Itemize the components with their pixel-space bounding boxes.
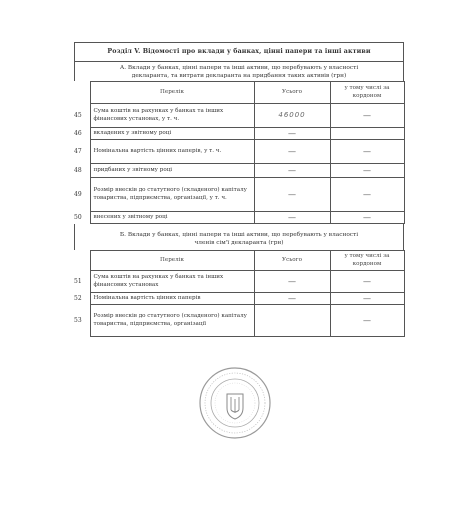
table-row xyxy=(74,178,404,212)
row-label: внесених у звітному році xyxy=(90,212,254,224)
row-label: Сума коштів на рахунках у банках та інших фінансових установах, у т. ч. xyxy=(90,104,254,128)
row-total: — xyxy=(254,128,330,140)
part-b-table xyxy=(74,250,405,337)
row-total: — xyxy=(254,140,330,164)
part-a-heading-line2: декларанта, та витрати декларанта на придбання таких активів (грн) xyxy=(131,73,347,79)
row-label: Розмір внесків до статутного (складеного) капіталу товариства, підприємства, організації xyxy=(90,305,254,337)
table-row xyxy=(74,271,404,293)
row-abroad: — xyxy=(330,271,404,293)
row-number: 49 xyxy=(74,178,90,212)
column-header-abroad: у тому числі за кордоном xyxy=(330,251,404,271)
row-total: — xyxy=(254,293,330,305)
part-a-heading xyxy=(74,61,404,81)
seal-icon xyxy=(198,366,272,440)
row-total: 46000 xyxy=(278,111,306,120)
table-row xyxy=(74,305,404,337)
part-a-table xyxy=(74,81,405,224)
row-number: 51 xyxy=(74,271,90,293)
row-label: Сума коштів на рахунках у банках та інших фінансових установах xyxy=(90,271,254,293)
row-number: 47 xyxy=(74,140,90,164)
section-title: Розділ V. Відомості про вклади у банках, цінні папери та інші активи xyxy=(74,42,404,61)
row-abroad: — xyxy=(330,293,404,305)
row-total: — xyxy=(254,178,330,212)
table-row xyxy=(74,104,404,128)
row-total: — xyxy=(254,271,330,293)
row-number: 48 xyxy=(74,164,90,178)
table-row xyxy=(74,128,404,140)
table-row xyxy=(74,293,404,305)
part-b-heading xyxy=(74,224,404,250)
row-abroad: — xyxy=(330,305,404,337)
row-abroad: — xyxy=(330,140,404,164)
column-header-total: Усього xyxy=(254,251,330,271)
row-number xyxy=(74,251,90,271)
row-label: Номінальна вартість цінних паперів, у т. ч. xyxy=(90,140,254,164)
row-number: 45 xyxy=(74,104,90,128)
row-label: Номінальна вартість цінних паперів xyxy=(90,293,254,305)
row-number: 46 xyxy=(74,128,90,140)
table-row xyxy=(74,140,404,164)
row-label: придбаних у звітному році xyxy=(90,164,254,178)
row-total: — xyxy=(254,164,330,178)
column-header-abroad: у тому числі за кордоном xyxy=(330,82,404,104)
part-a-heading-line1: А. Вклади у банках, цінні папери та інші активи, що перебувають у власності xyxy=(119,65,359,71)
table-row xyxy=(74,164,404,178)
row-number: 50 xyxy=(74,212,90,224)
part-b-header-row xyxy=(74,251,404,271)
row-label: Розмір внесків до статутного (складеного) капіталу товариства, підприємства, організації, у т. ч. xyxy=(90,178,254,212)
row-abroad: — xyxy=(330,178,404,212)
row-total: — xyxy=(254,212,330,224)
row-number: 53 xyxy=(74,305,90,337)
part-b-heading-line2: членів сім'ї декларанта (грн) xyxy=(194,240,284,246)
part-a-header-row xyxy=(74,82,404,104)
row-number xyxy=(74,82,90,104)
row-label: вкладених у звітному році xyxy=(90,128,254,140)
column-header-total: Усього xyxy=(254,82,330,104)
row-total xyxy=(254,305,330,337)
column-header-list: Перелік xyxy=(90,251,254,271)
row-abroad: — xyxy=(330,212,404,224)
declaration-page xyxy=(74,42,404,337)
column-header-list: Перелік xyxy=(90,82,254,104)
row-abroad: — xyxy=(330,164,404,178)
part-b-heading-line1: Б. Вклади у банках, цінні папери та інші активи, що перебувають у власності xyxy=(119,232,359,238)
row-number: 52 xyxy=(74,293,90,305)
table-row xyxy=(74,212,404,224)
row-abroad xyxy=(330,128,404,140)
row-abroad: — xyxy=(330,104,404,128)
